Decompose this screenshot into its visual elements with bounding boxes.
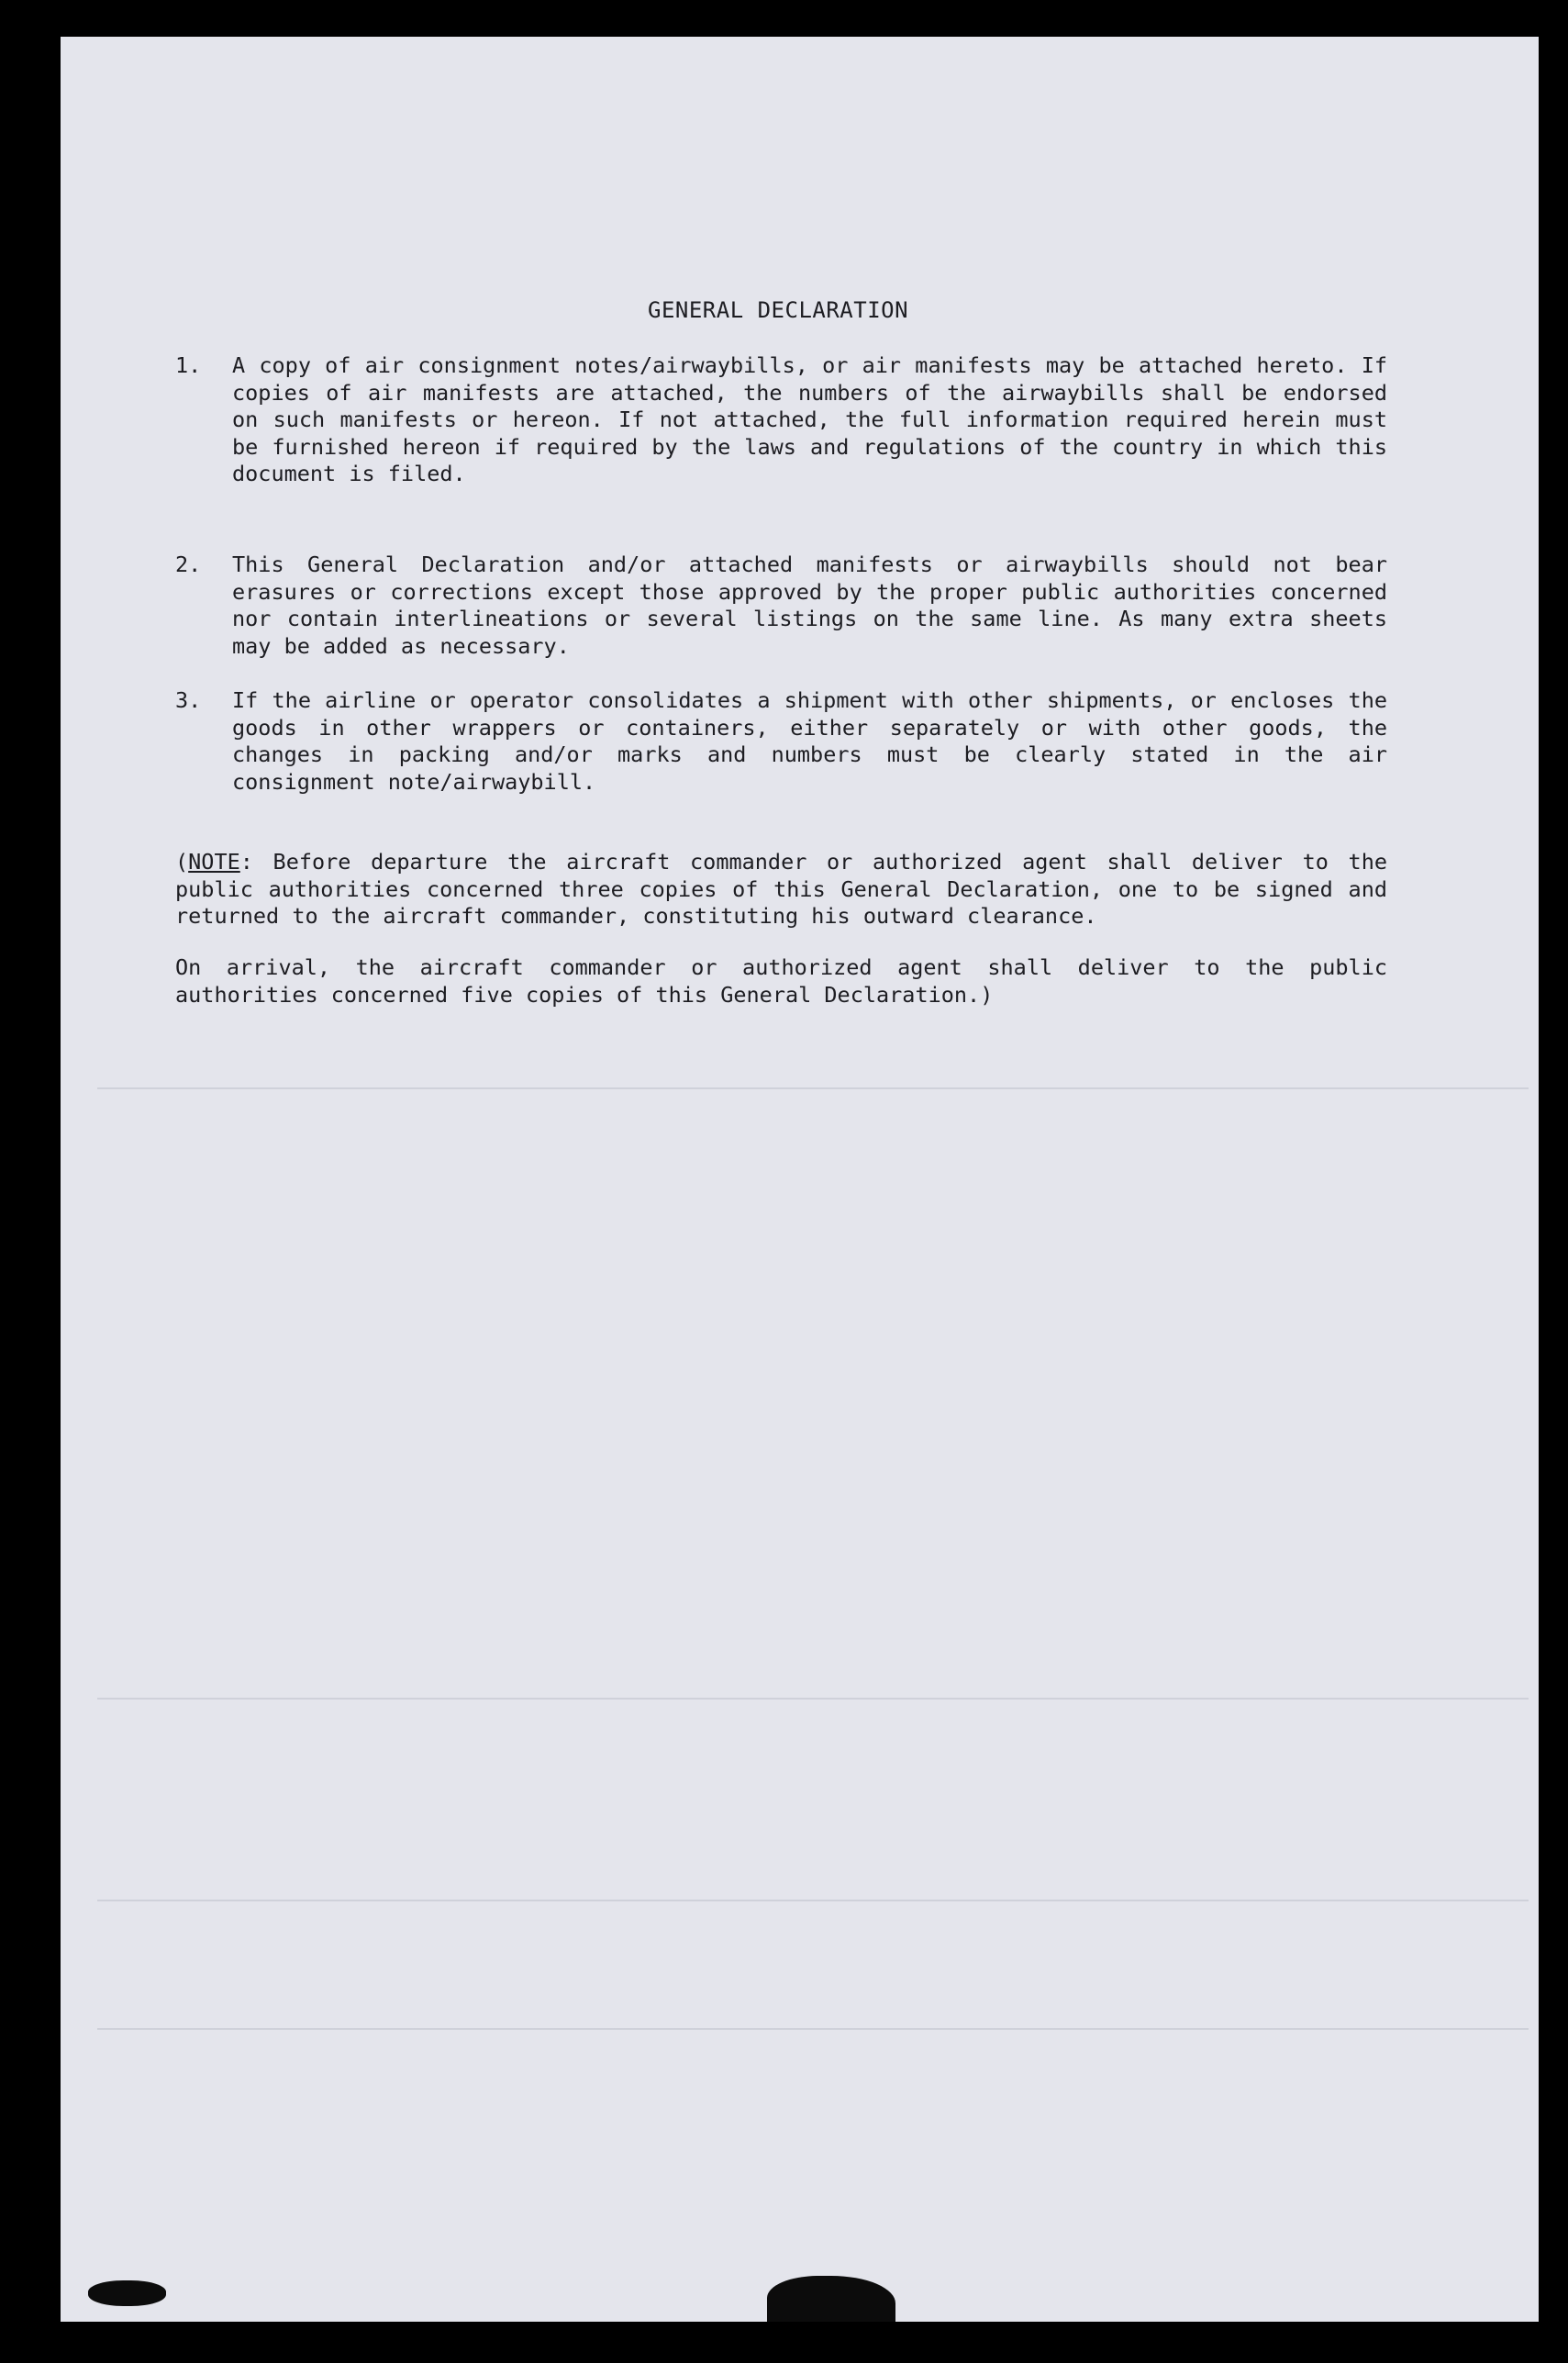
page-title: GENERAL DECLARATION [648, 297, 909, 323]
note-open-paren: ( [175, 849, 189, 875]
arrival-note: On arrival, the aircraft commander or authorized agent shall deliver to the public authorities concerned five copies of this General Declaration.) [175, 954, 1387, 1008]
note-label: NOTE [188, 849, 240, 875]
item-number: 1. [175, 352, 202, 378]
item-text: A copy of air consignment notes/airwaybills, or air manifests may be attached hereto. If copies of air manifests are attached, the numbers of the airwaybills shall be endorsed on such manifests or hereon. If not attached, the full information required herein must be furnished hereon if required by the laws and regulations of the country in which this document is filed. [232, 352, 1387, 486]
note-text: Before departure the aircraft commander or authorized agent shall deliver to the public authorities concerned three copies of this General Declaration, one to be signed and returned to the aircraft commander, constituting his outward clearance. [175, 849, 1387, 929]
item-number: 3. [175, 687, 202, 713]
declaration-text [61, 37, 1539, 2322]
document-page [61, 37, 1539, 2322]
ink-stain [88, 2280, 166, 2306]
note-colon: : [239, 849, 253, 875]
item-text: If the airline or operator consolidates a shipment with other shipments, or encloses the goods in other wrappers or containers, either separately or with other goods, the changes in packing and/or marks and numbers must be clearly stated in the air consignment note/airwaybill. [232, 687, 1387, 795]
item-number: 2. [175, 552, 202, 577]
item-text: This General Declaration and/or attached manifests or airwaybills should not bear erasures or corrections except those approved by the proper public authorities concerned nor contain interlineations or several listings on the same line. As many extra sheets may be added as necessary. [232, 552, 1387, 659]
departure-note [175, 849, 1387, 931]
